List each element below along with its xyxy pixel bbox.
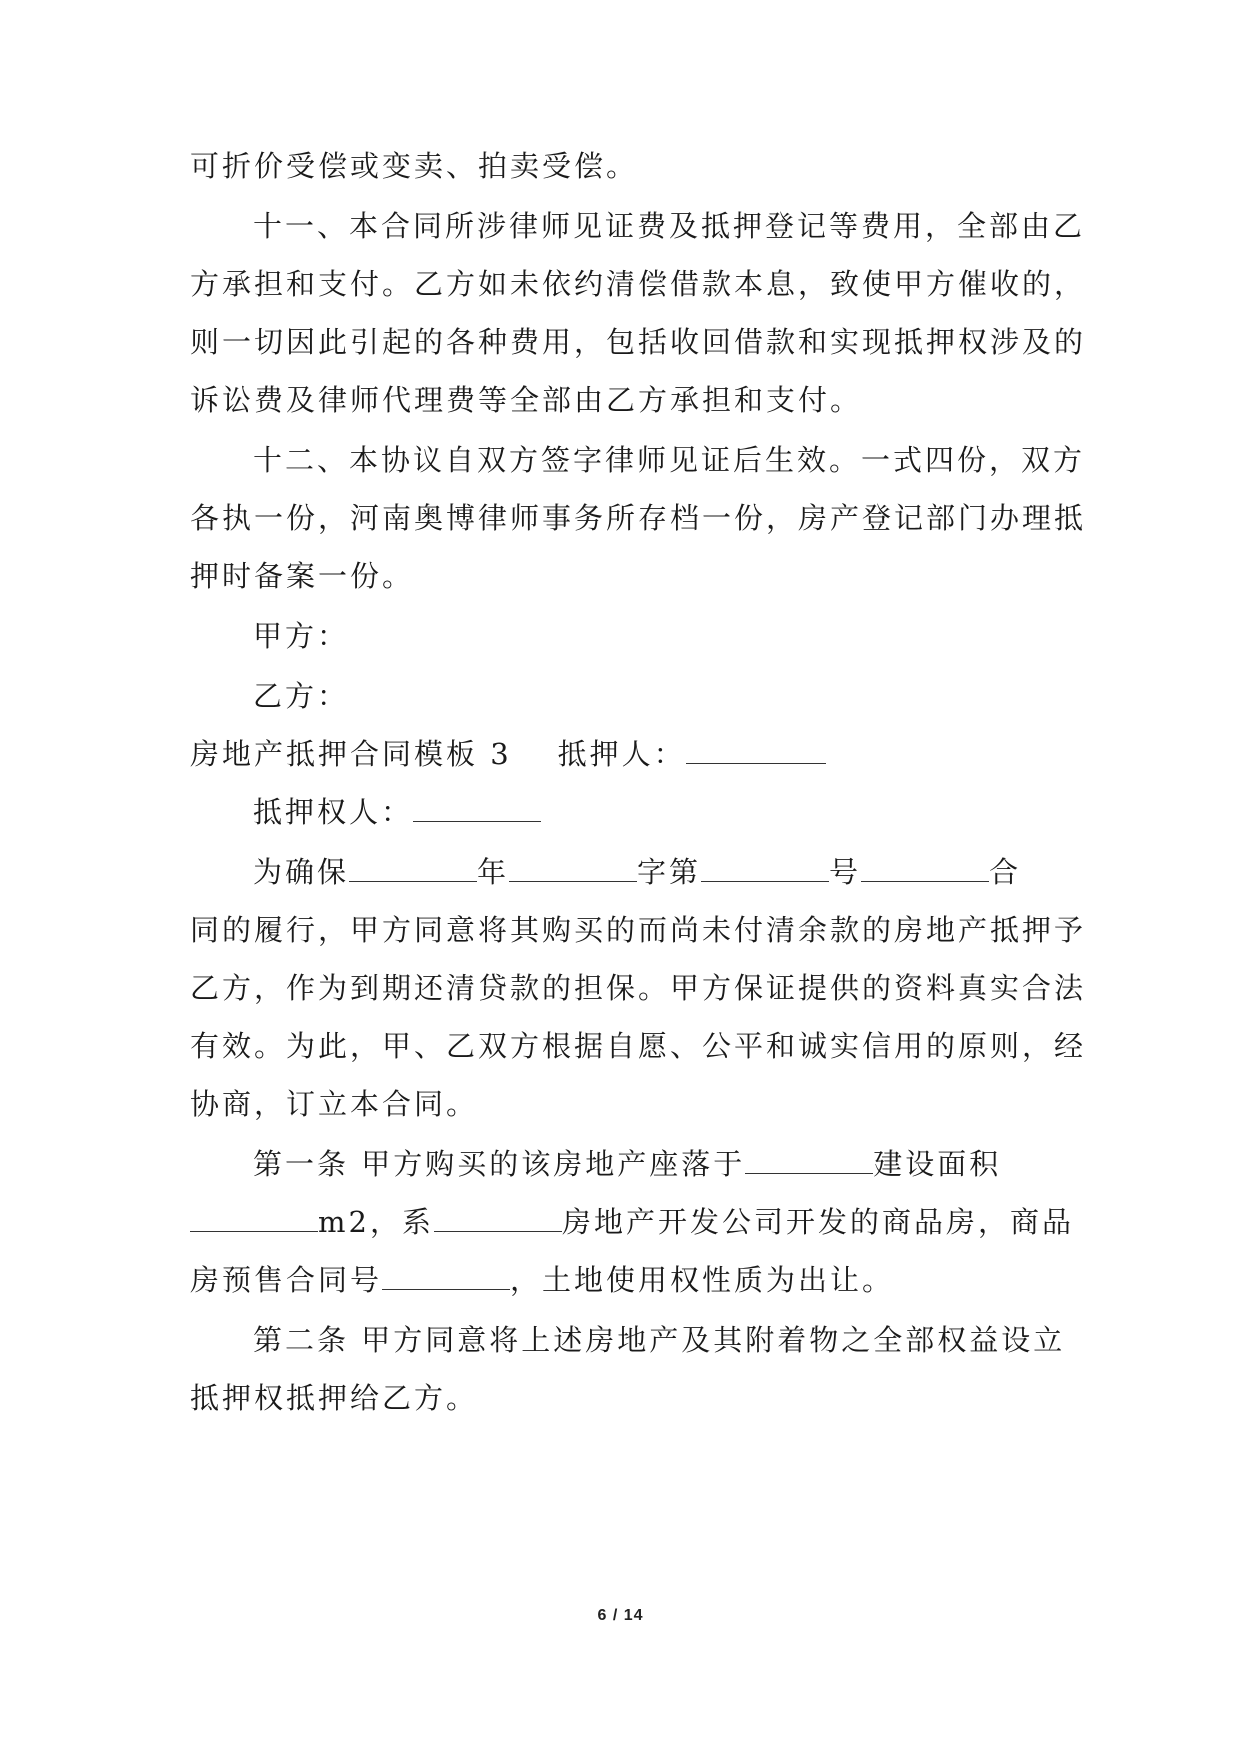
text: 则一切因此引起的各种费用，包括收回借款和实现抵押权涉及的 [190, 325, 1087, 359]
text: ，土地使用权性质为出让。 [510, 1263, 895, 1297]
text: 协商，订立本合同。 [190, 1087, 479, 1121]
mortgagor-blank [686, 736, 826, 764]
template-title: 房地产抵押合同模板 3 [190, 737, 512, 771]
text: 合 [989, 855, 1022, 889]
paragraph-line [190, 910, 1086, 950]
text: 第二条 甲方同意将上述房地产及其附着物之全部权益设立 [253, 1323, 1066, 1357]
paragraph-line [190, 146, 638, 186]
text: 押时备案一份。 [190, 559, 415, 593]
text: 抵押权抵押给乙方。 [190, 1381, 479, 1415]
text: 十二、本协议自双方签字律师见证后生效。一式四份，双方 [253, 443, 1086, 477]
text: 甲方： [253, 619, 350, 653]
mortgagor-label: 抵押人： [557, 737, 686, 771]
clause-12-heading-line [253, 440, 1085, 480]
text: 十一、本合同所涉律师见证费及抵押登记等费用，全部由乙 [253, 209, 1086, 243]
developer-blank [434, 1204, 562, 1232]
area-blank [190, 1204, 318, 1232]
blank-field [509, 854, 637, 882]
paragraph-line [190, 264, 1086, 304]
party-a-signature-label [253, 616, 349, 656]
paragraph-line [190, 1084, 478, 1124]
paragraph-line [190, 1378, 478, 1418]
text: 方承担和支付。乙方如未依约清偿借款本息，致使甲方催收的， [190, 267, 1087, 301]
paragraph-line [190, 498, 1086, 538]
paragraph-line [190, 1202, 1074, 1242]
text: 乙方，作为到期还清贷款的担保。甲方保证提供的资料真实合法 [190, 971, 1087, 1005]
contract-reference-line [253, 852, 1021, 892]
paragraph-line [190, 322, 1086, 362]
paragraph-line [190, 380, 862, 420]
mortgagee-label: 抵押权人： [253, 795, 414, 829]
clause-11-heading-line [253, 206, 1085, 246]
text: 第一条 甲方购买的该房地产座落于 [253, 1147, 746, 1181]
page-number: 6 / 14 [597, 1607, 644, 1624]
blank-field [861, 854, 989, 882]
paragraph-line [190, 1260, 894, 1300]
mortgagee-line [253, 792, 541, 832]
text: 字第 [637, 855, 702, 889]
text: 乙方： [253, 679, 350, 713]
article-2-line [253, 1320, 1065, 1360]
blank-field [349, 854, 477, 882]
location-blank [745, 1146, 873, 1174]
text: 房预售合同号 [190, 1263, 383, 1297]
text: m2，系 [318, 1205, 434, 1239]
blank-field [701, 854, 829, 882]
text: 建设面积 [873, 1147, 1002, 1181]
text: 可折价受偿或变卖、拍卖受偿。 [190, 149, 639, 183]
text: 年 [477, 855, 510, 889]
paragraph-line [190, 1026, 1086, 1066]
text: 同的履行，甲方同意将其购买的而尚未付清余款的房地产抵押予 [190, 913, 1087, 947]
article-1-line [253, 1144, 1001, 1184]
text: 号 [829, 855, 862, 889]
template-title-line [190, 734, 826, 774]
paragraph-line [190, 968, 1086, 1008]
mortgagee-blank [413, 794, 541, 822]
text: 各执一份，河南奥博律师事务所存档一份，房产登记部门办理抵 [190, 501, 1087, 535]
text: 诉讼费及律师代理费等全部由乙方承担和支付。 [190, 383, 863, 417]
text: 为确保 [253, 855, 350, 889]
paragraph-line [190, 556, 414, 596]
party-b-signature-label [253, 676, 349, 716]
text: 有效。为此，甲、乙双方根据自愿、公平和诚实信用的原则，经 [190, 1029, 1087, 1063]
presale-contract-blank [382, 1262, 510, 1290]
text: 房地产开发公司开发的商品房，商品 [561, 1205, 1074, 1239]
